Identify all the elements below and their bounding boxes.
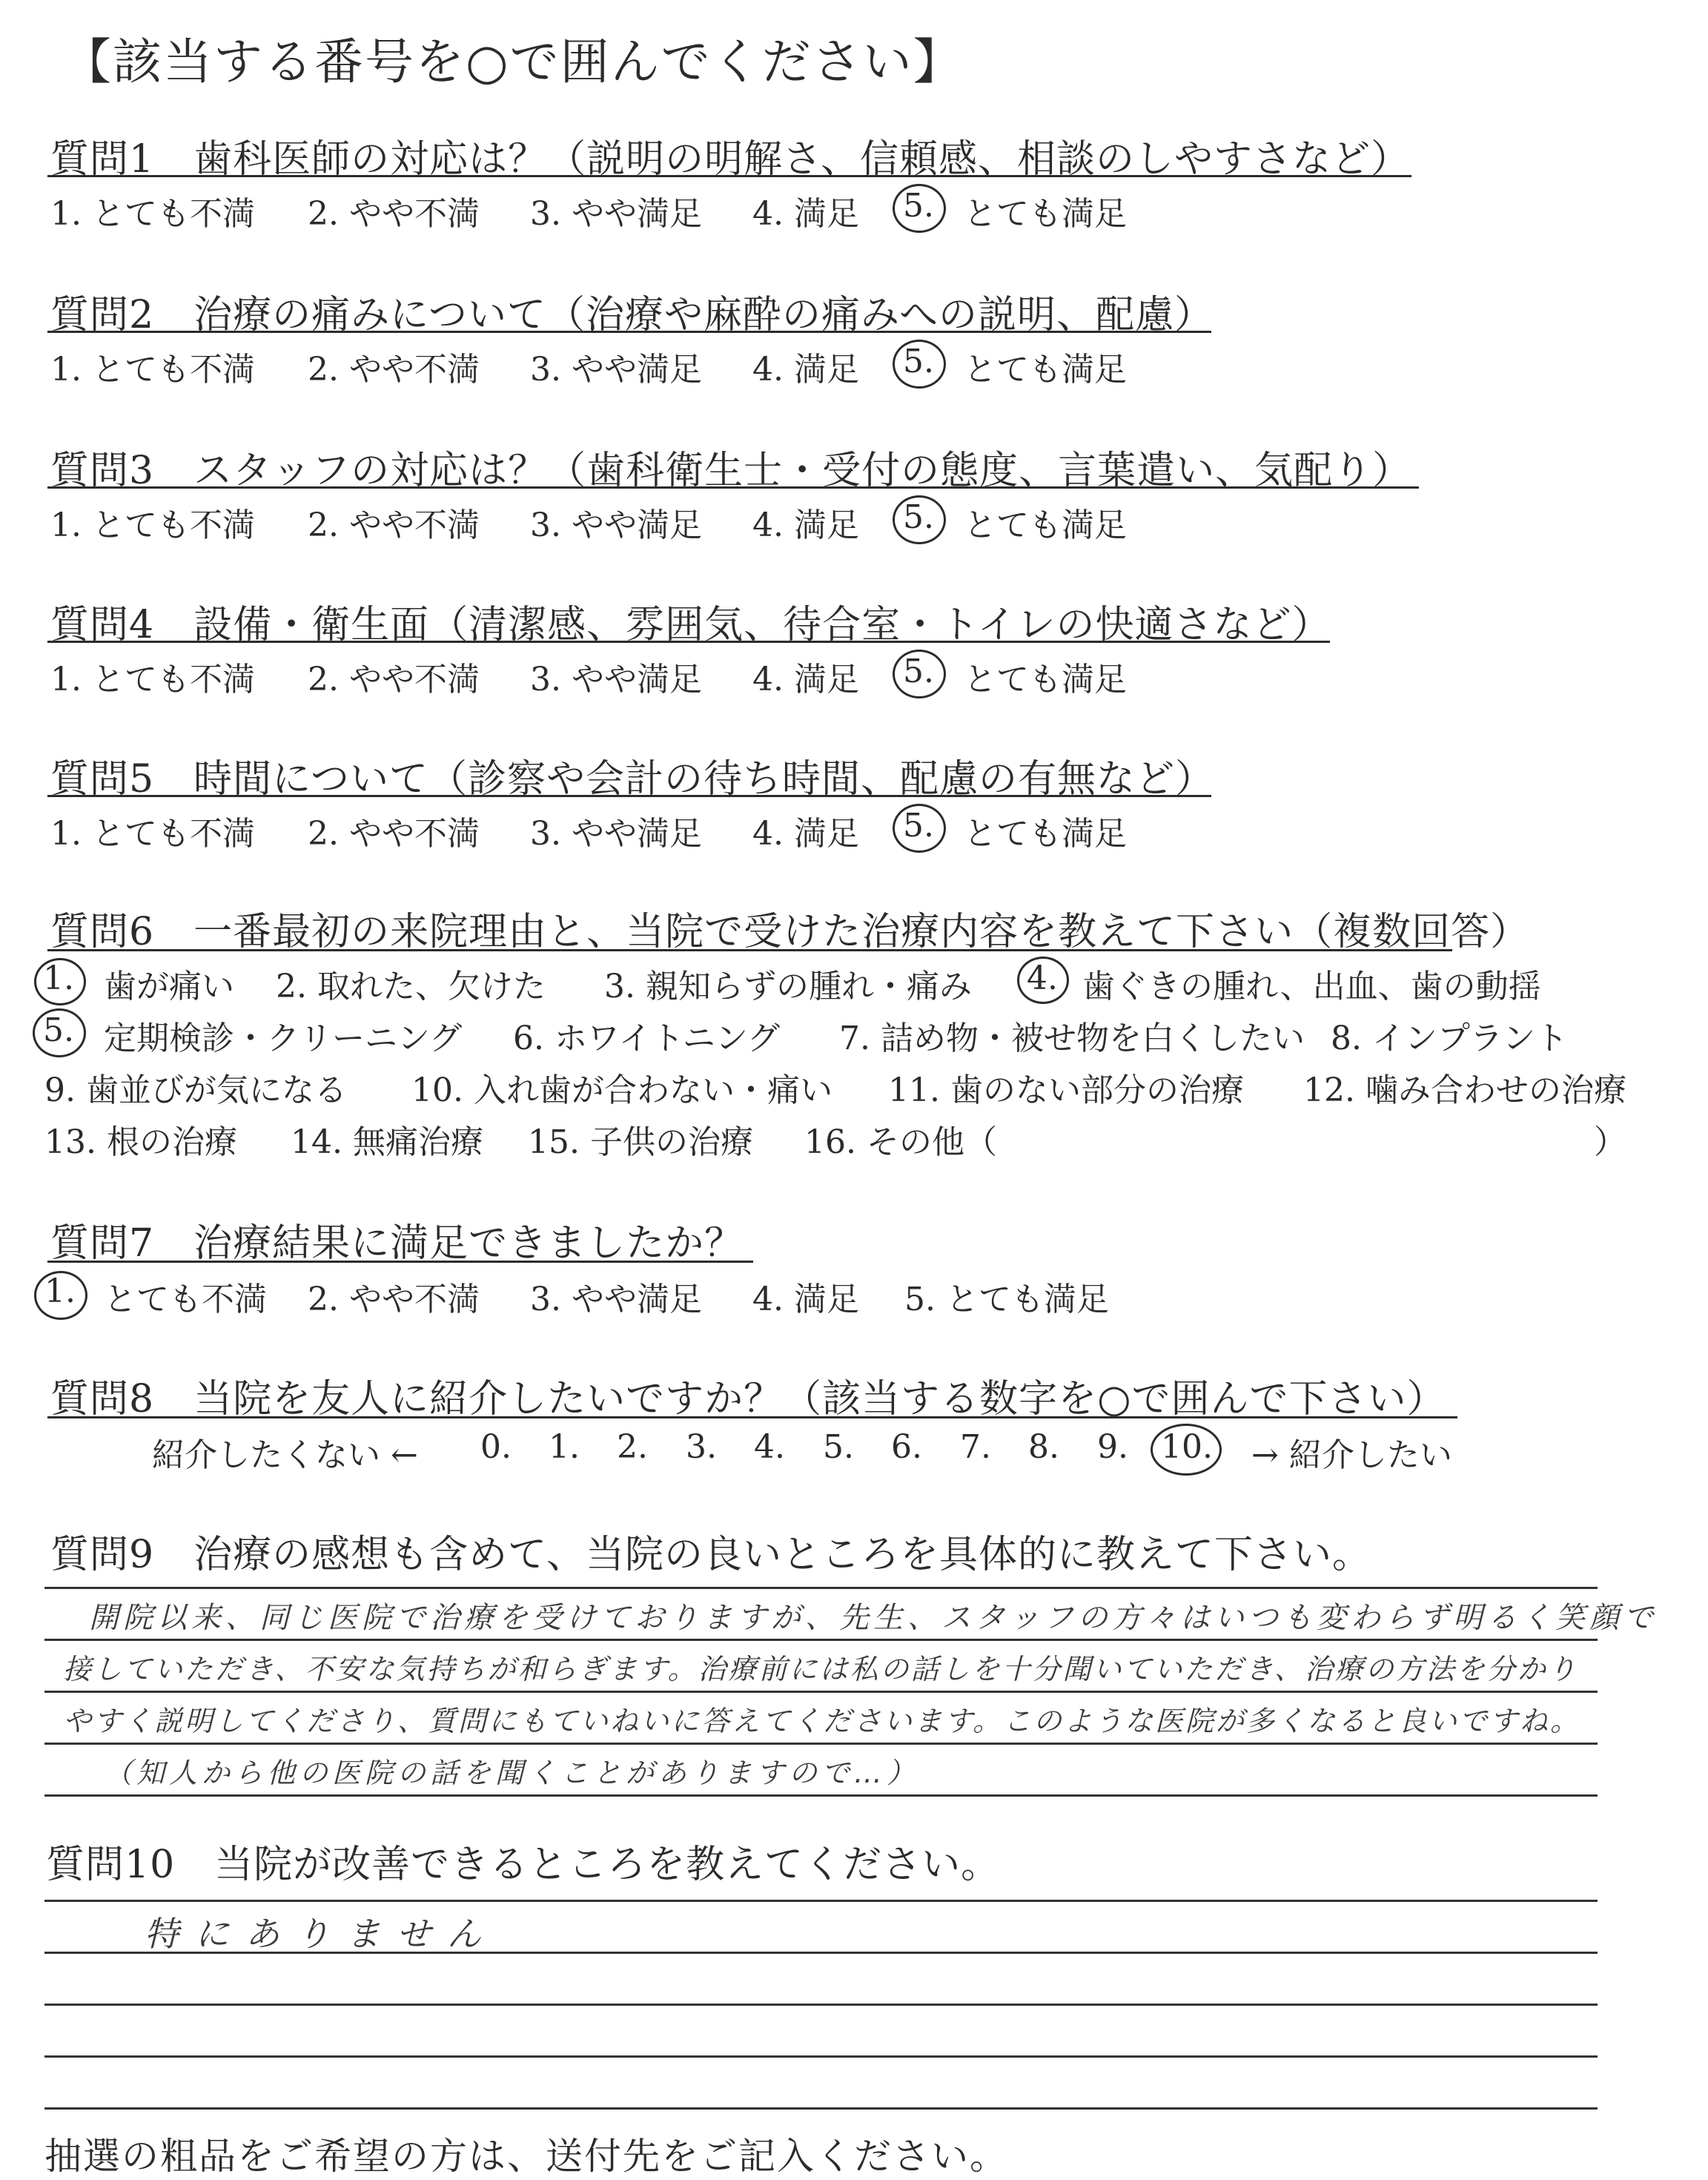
q3-option-1[interactable]: 1. とても不満 [50, 506, 255, 544]
q6-option-5-number[interactable]: 5. [43, 1011, 74, 1049]
q9-rule-2 [44, 1639, 1598, 1641]
q9-answer-line-3: やすく説明してくださり、質問にもていねいに答えてくださいます。このような医院が多くなると良いですね。 [63, 1705, 1580, 1737]
q2-option-3[interactable]: 3. やや満足 [530, 351, 702, 389]
q10-title: 質問10 当院が改善できるところを教えてください。 [46, 1843, 1001, 1887]
q6-option-1-number[interactable]: 1. [43, 959, 74, 997]
q2-selection-circle [893, 340, 946, 389]
q4-selection-circle [893, 650, 946, 698]
q7-option-4[interactable]: 4. 満足 [752, 1281, 859, 1318]
q5-option-4[interactable]: 4. 満足 [752, 815, 859, 853]
q3-title: 質問3 スタッフの対応は？（歯科衛生士・受付の態度、言葉遣い、気配り） [50, 449, 1412, 493]
q8-number-2[interactable]: 2. [617, 1428, 648, 1466]
q2-option-5-label[interactable]: とても満足 [964, 351, 1127, 389]
q6-option-13[interactable]: 13. 根の治療 [44, 1123, 237, 1161]
q8-selection-circle [1151, 1424, 1222, 1476]
q3-selection-circle [893, 495, 946, 544]
q4-option-3[interactable]: 3. やや満足 [530, 661, 702, 698]
q10-rule-1 [44, 1900, 1598, 1902]
footer-note: 抽選の粗品をご希望の方は、送付先をご記入ください。 [44, 2135, 1008, 2178]
q9-answer-line-1: 開院以来、同じ医院で治療を受けておりますが、先生、スタッフの方々はいつも変わらず明るく笑顔で [89, 1601, 1658, 1635]
q5-option-2[interactable]: 2. やや不満 [308, 815, 480, 853]
q6-option-5-circle [33, 1008, 86, 1057]
q3-underline [47, 486, 1419, 489]
q7-selection-circle [34, 1271, 87, 1320]
q2-title: 質問2 治療の痛みについて（治療や麻酔の痛みへの説明、配慮） [50, 293, 1214, 337]
q6-option-1-label[interactable]: 歯が痛い [104, 968, 234, 1005]
q5-option-5-number[interactable]: 5. [903, 807, 934, 845]
q10-rule-5 [44, 2107, 1598, 2110]
q6-option-4-circle [1017, 957, 1069, 1004]
q4-underline [47, 641, 1330, 643]
q8-title: 質問8 当院を友人に紹介したいですか？（該当する数字を○で囲んで下さい） [50, 1377, 1446, 1421]
instruction-heading: 【該当する番号を○で囲んでください】 [62, 33, 964, 90]
q9-answer-line-4: （知人から他の医院の話を聞くことがありますので…） [104, 1757, 920, 1789]
q4-option-2[interactable]: 2. やや不満 [308, 661, 480, 698]
q1-title: 質問1 歯科医師の対応は？（説明の明解さ、信頼感、相談のしやすさなど） [50, 137, 1411, 182]
q9-rule-3 [44, 1691, 1598, 1693]
q1-option-5-label[interactable]: とても満足 [964, 195, 1127, 233]
q1-selection-circle [893, 184, 946, 233]
q9-answer-line-2: 接していただき、不安な気持ちが和らぎます。治療前には私の話しを十分聞いていただき、治療の方法を分かり [63, 1653, 1578, 1685]
q7-title: 質問7 治療結果に満足できましたか？ [50, 1221, 744, 1266]
q2-option-1[interactable]: 1. とても不満 [50, 351, 255, 389]
q8-number-4[interactable]: 4. [754, 1428, 785, 1466]
q3-option-3[interactable]: 3. やや満足 [530, 506, 702, 544]
q6-option-4-label[interactable]: 歯ぐきの腫れ、出血、歯の動揺 [1082, 968, 1541, 1005]
q8-number-9[interactable]: 9. [1097, 1428, 1128, 1466]
q7-option-2[interactable]: 2. やや不満 [308, 1281, 480, 1318]
q3-option-4[interactable]: 4. 満足 [752, 506, 859, 544]
q5-underline [47, 795, 1211, 797]
q1-option-5-number[interactable]: 5. [903, 187, 934, 225]
q7-underline [47, 1261, 753, 1263]
q6-option-15[interactable]: 15. 子供の治療 [528, 1123, 753, 1161]
q6-option-14[interactable]: 14. 無痛治療 [291, 1123, 483, 1161]
q4-option-5-number[interactable]: 5. [903, 653, 934, 690]
q8-left-label: 紹介したくない ← [152, 1436, 418, 1474]
q8-number-1[interactable]: 1. [549, 1428, 580, 1466]
q9-rule-1 [44, 1587, 1598, 1589]
q1-option-3[interactable]: 3. やや満足 [530, 195, 702, 233]
q10-rule-4 [44, 2055, 1598, 2058]
q3-option-5-number[interactable]: 5. [903, 498, 934, 536]
q9-rule-4 [44, 1743, 1598, 1745]
q5-selection-circle [893, 804, 946, 853]
q2-option-2[interactable]: 2. やや不満 [308, 351, 480, 389]
q6-option-4-number[interactable]: 4. [1027, 959, 1058, 997]
q6-other-close-paren: ） [1594, 1123, 1626, 1161]
q9-rule-5 [44, 1794, 1598, 1797]
q6-option-12[interactable]: 12. 噛み合わせの治療 [1303, 1071, 1626, 1109]
q6-option-8[interactable]: 8. インプラント [1331, 1020, 1568, 1057]
q6-underline [47, 949, 1452, 951]
q4-option-4[interactable]: 4. 満足 [752, 661, 859, 698]
q1-option-4[interactable]: 4. 満足 [752, 195, 859, 233]
q4-title: 質問4 設備・衛生面（清潔感、雰囲気、待合室・トイレの快適さなど） [50, 603, 1331, 647]
q5-option-1[interactable]: 1. とても不満 [50, 815, 255, 853]
q6-option-3[interactable]: 3. 親知らずの腫れ・痛み [604, 968, 972, 1005]
q5-title: 質問5 時間について（診察や会計の待ち時間、配慮の有無など） [50, 757, 1215, 802]
q8-number-6[interactable]: 6. [891, 1428, 922, 1466]
q5-option-3[interactable]: 3. やや満足 [530, 815, 702, 853]
q8-number-7[interactable]: 7. [960, 1428, 991, 1466]
q8-right-label: → 紹介したい [1251, 1436, 1452, 1474]
q7-option-5[interactable]: 5. とても満足 [904, 1281, 1109, 1318]
q6-option-2[interactable]: 2. 取れた、欠けた [276, 968, 546, 1005]
q1-option-2[interactable]: 2. やや不満 [308, 195, 480, 233]
q6-option-16[interactable]: 16. その他（ [804, 1123, 997, 1161]
q7-option-1-label[interactable]: とても不満 [104, 1281, 267, 1318]
q6-option-9[interactable]: 9. 歯並びが気になる [44, 1071, 347, 1109]
q6-option-6[interactable]: 6. ホワイトニング [513, 1020, 781, 1057]
q1-underline [47, 175, 1411, 177]
q6-option-1-circle [34, 958, 86, 1005]
q2-option-4[interactable]: 4. 満足 [752, 351, 859, 389]
q8-number-3[interactable]: 3. [686, 1428, 717, 1466]
q3-option-2[interactable]: 2. やや不満 [308, 506, 480, 544]
q4-option-5-label[interactable]: とても満足 [964, 661, 1127, 698]
q10-rule-3 [44, 2004, 1598, 2006]
q6-title: 質問6 一番最初の来院理由と、当院で受けた治療内容を教えて下さい（複数回答） [50, 910, 1530, 954]
q8-number-0[interactable]: 0. [480, 1428, 512, 1466]
q6-option-11[interactable]: 11. 歯のない部分の治療 [888, 1071, 1244, 1109]
q9-title: 質問9 治療の感想も含めて、当院の良いところを具体的に教えて下さい。 [50, 1533, 1372, 1577]
q3-option-5-label[interactable]: とても満足 [964, 506, 1127, 544]
q1-option-1[interactable]: 1. とても不満 [50, 195, 255, 233]
q8-number-5[interactable]: 5. [823, 1428, 854, 1466]
q2-option-5-number[interactable]: 5. [903, 343, 934, 380]
q5-option-5-label[interactable]: とても満足 [964, 815, 1127, 853]
q8-number-8[interactable]: 8. [1028, 1428, 1059, 1466]
q2-underline [47, 331, 1211, 333]
q10-answer: 特にありません [145, 1914, 497, 1954]
q6-option-7[interactable]: 7. 詰め物・被せ物を白くしたい [839, 1020, 1305, 1057]
q7-option-3[interactable]: 3. やや満足 [530, 1281, 702, 1318]
q4-option-1[interactable]: 1. とても不満 [50, 661, 255, 698]
q8-number-10[interactable]: 10. [1161, 1428, 1213, 1466]
q6-option-10[interactable]: 10. 入れ歯が合わない・痛い [411, 1071, 833, 1109]
q7-option-1-number[interactable]: 1. [44, 1272, 76, 1310]
q6-option-5-label[interactable]: 定期検診・クリーニング [104, 1020, 463, 1057]
q8-underline [47, 1416, 1457, 1418]
